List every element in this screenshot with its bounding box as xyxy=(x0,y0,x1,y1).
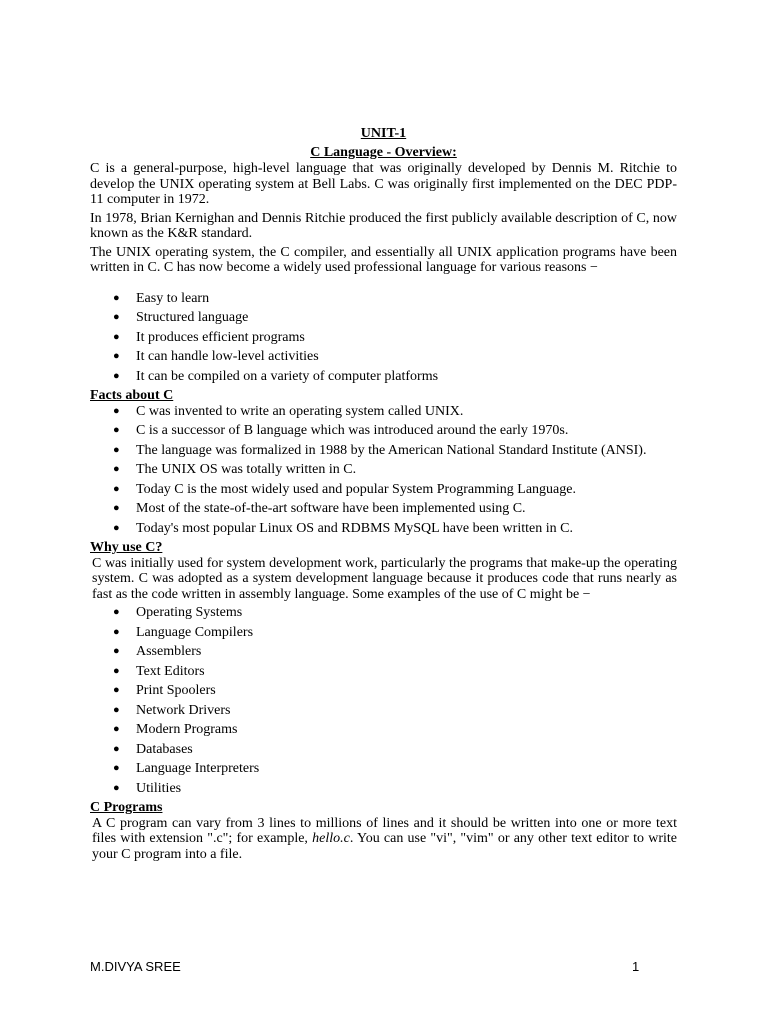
list-item xyxy=(90,349,677,365)
list-item-text: Operating Systems xyxy=(136,605,243,620)
list-item-text: Structured language xyxy=(136,310,249,325)
bullet-icon: ● xyxy=(113,664,120,677)
list-item-text: The language was formalized in 1988 by the American National Standard Institute (ANSI). xyxy=(136,442,647,458)
list-item xyxy=(90,330,677,346)
list-item-text: It can handle low-level activities xyxy=(136,349,319,364)
list-item-text: Modern Programs xyxy=(136,722,238,737)
intro-paragraph-3: The UNIX operating system, the C compiler, and essentially all UNIX application programs have been written in C. C has now become a widely used professional language for various reasons − xyxy=(90,244,677,275)
list-item xyxy=(90,625,677,641)
programs-text-after: . You can use "vi", "vim" or any other text editor to write your C program into a file. xyxy=(92,831,677,862)
bullet-icon: ● xyxy=(113,723,120,735)
why-heading: Why use C? xyxy=(90,540,163,555)
bullet-icon: ● xyxy=(113,502,120,514)
list-item xyxy=(90,423,677,439)
list-item-text: Language Compilers xyxy=(136,624,254,640)
bullet-icon: ● xyxy=(113,291,120,304)
overview-title: C Language - Overview: xyxy=(310,144,457,160)
list-item xyxy=(90,482,677,498)
list-item xyxy=(90,605,677,621)
list-item xyxy=(90,310,677,326)
programs-paragraph xyxy=(92,816,677,863)
why-paragraph: C was initially used for system development work, particularly the programs that make-up the operating system. C was adopted as a system development language because it produces code that runs nearly as fast as the code written in assembly language. Some examples of the use of C might be − xyxy=(92,555,677,602)
programs-heading: C Programs xyxy=(90,800,163,815)
list-item xyxy=(90,683,677,699)
bullet-icon: ● xyxy=(113,762,120,774)
list-item xyxy=(90,462,677,478)
list-item xyxy=(90,781,677,797)
list-item xyxy=(90,291,677,307)
list-item xyxy=(90,742,677,758)
bullet-icon: ● xyxy=(113,645,120,657)
bullet-icon: ● xyxy=(113,521,120,534)
list-item-text: Utilities xyxy=(136,780,182,796)
list-item xyxy=(90,703,677,719)
list-item-text: Network Drivers xyxy=(136,702,231,718)
list-item-text: C was invented to write an operating system called UNIX. xyxy=(136,403,464,419)
programs-example-filename: hello.c xyxy=(312,831,350,846)
intro-paragraph-2: In 1978, Brian Kernighan and Dennis Ritchie produced the first publicly available description of C, now known as the K&R standard. xyxy=(90,210,677,241)
programs-text-before: A C program can vary from 3 lines to millions of lines and it should be written into one or more text files with extension ".c"; for example, xyxy=(92,815,677,846)
list-item-text: Today's most popular Linux OS and RDBMS MySQL have been written in C. xyxy=(136,520,573,536)
list-item-text: Easy to learn xyxy=(136,290,210,306)
footer-page-number: 1 xyxy=(632,959,640,974)
reasons-list xyxy=(90,291,677,385)
list-item xyxy=(90,369,677,385)
facts-heading: Facts about C xyxy=(90,388,174,403)
uses-list xyxy=(90,605,677,796)
bullet-icon: ● xyxy=(113,404,120,417)
bullet-icon: ● xyxy=(113,606,120,618)
list-item-text: Assemblers xyxy=(136,644,202,659)
bullet-icon: ● xyxy=(113,684,120,696)
list-item-text: C is a successor of B language which was introduced around the early 1970s. xyxy=(136,423,569,438)
unit-title: UNIT-1 xyxy=(360,126,407,141)
list-item-text: Databases xyxy=(136,741,193,757)
bullet-icon: ● xyxy=(113,350,120,362)
list-item xyxy=(90,501,677,517)
bullet-icon: ● xyxy=(113,443,120,456)
list-item xyxy=(90,644,677,660)
list-item xyxy=(90,443,677,459)
list-item-text: Today C is the most widely used and popular System Programming Language. xyxy=(136,481,576,497)
facts-list xyxy=(90,404,677,537)
bullet-icon: ● xyxy=(113,625,120,638)
bullet-icon: ● xyxy=(113,781,120,794)
list-item-text: Text Editors xyxy=(136,663,205,679)
list-item-text: It can be compiled on a variety of computer platforms xyxy=(136,368,439,384)
list-item-text: Print Spoolers xyxy=(136,683,216,698)
list-item xyxy=(90,664,677,680)
list-item-text: Most of the state-of-the-art software have been implemented using C. xyxy=(136,501,526,516)
intro-paragraph-1: C is a general-purpose, high-level language that was originally developed by Dennis M. Ritchie to develop the UNIX operating system at Bell Labs. C was originally first implemented on the DEC PDP-11 computer in 1972. xyxy=(90,161,677,207)
list-item-text: Language Interpreters xyxy=(136,761,260,776)
bullet-icon: ● xyxy=(113,330,120,343)
list-item-text: The UNIX OS was totally written in C. xyxy=(136,462,357,477)
footer-author: M.DIVYA SREE xyxy=(90,959,181,974)
list-item-text: It produces efficient programs xyxy=(136,329,305,345)
bullet-icon: ● xyxy=(113,482,120,495)
bullet-icon: ● xyxy=(113,369,120,382)
bullet-icon: ● xyxy=(113,742,120,755)
bullet-icon: ● xyxy=(113,703,120,716)
document-page xyxy=(90,126,677,865)
list-item xyxy=(90,404,677,420)
bullet-icon: ● xyxy=(113,311,120,323)
list-item xyxy=(90,722,677,738)
bullet-icon: ● xyxy=(113,463,120,475)
list-item xyxy=(90,761,677,777)
bullet-icon: ● xyxy=(113,424,120,436)
list-item xyxy=(90,521,677,537)
